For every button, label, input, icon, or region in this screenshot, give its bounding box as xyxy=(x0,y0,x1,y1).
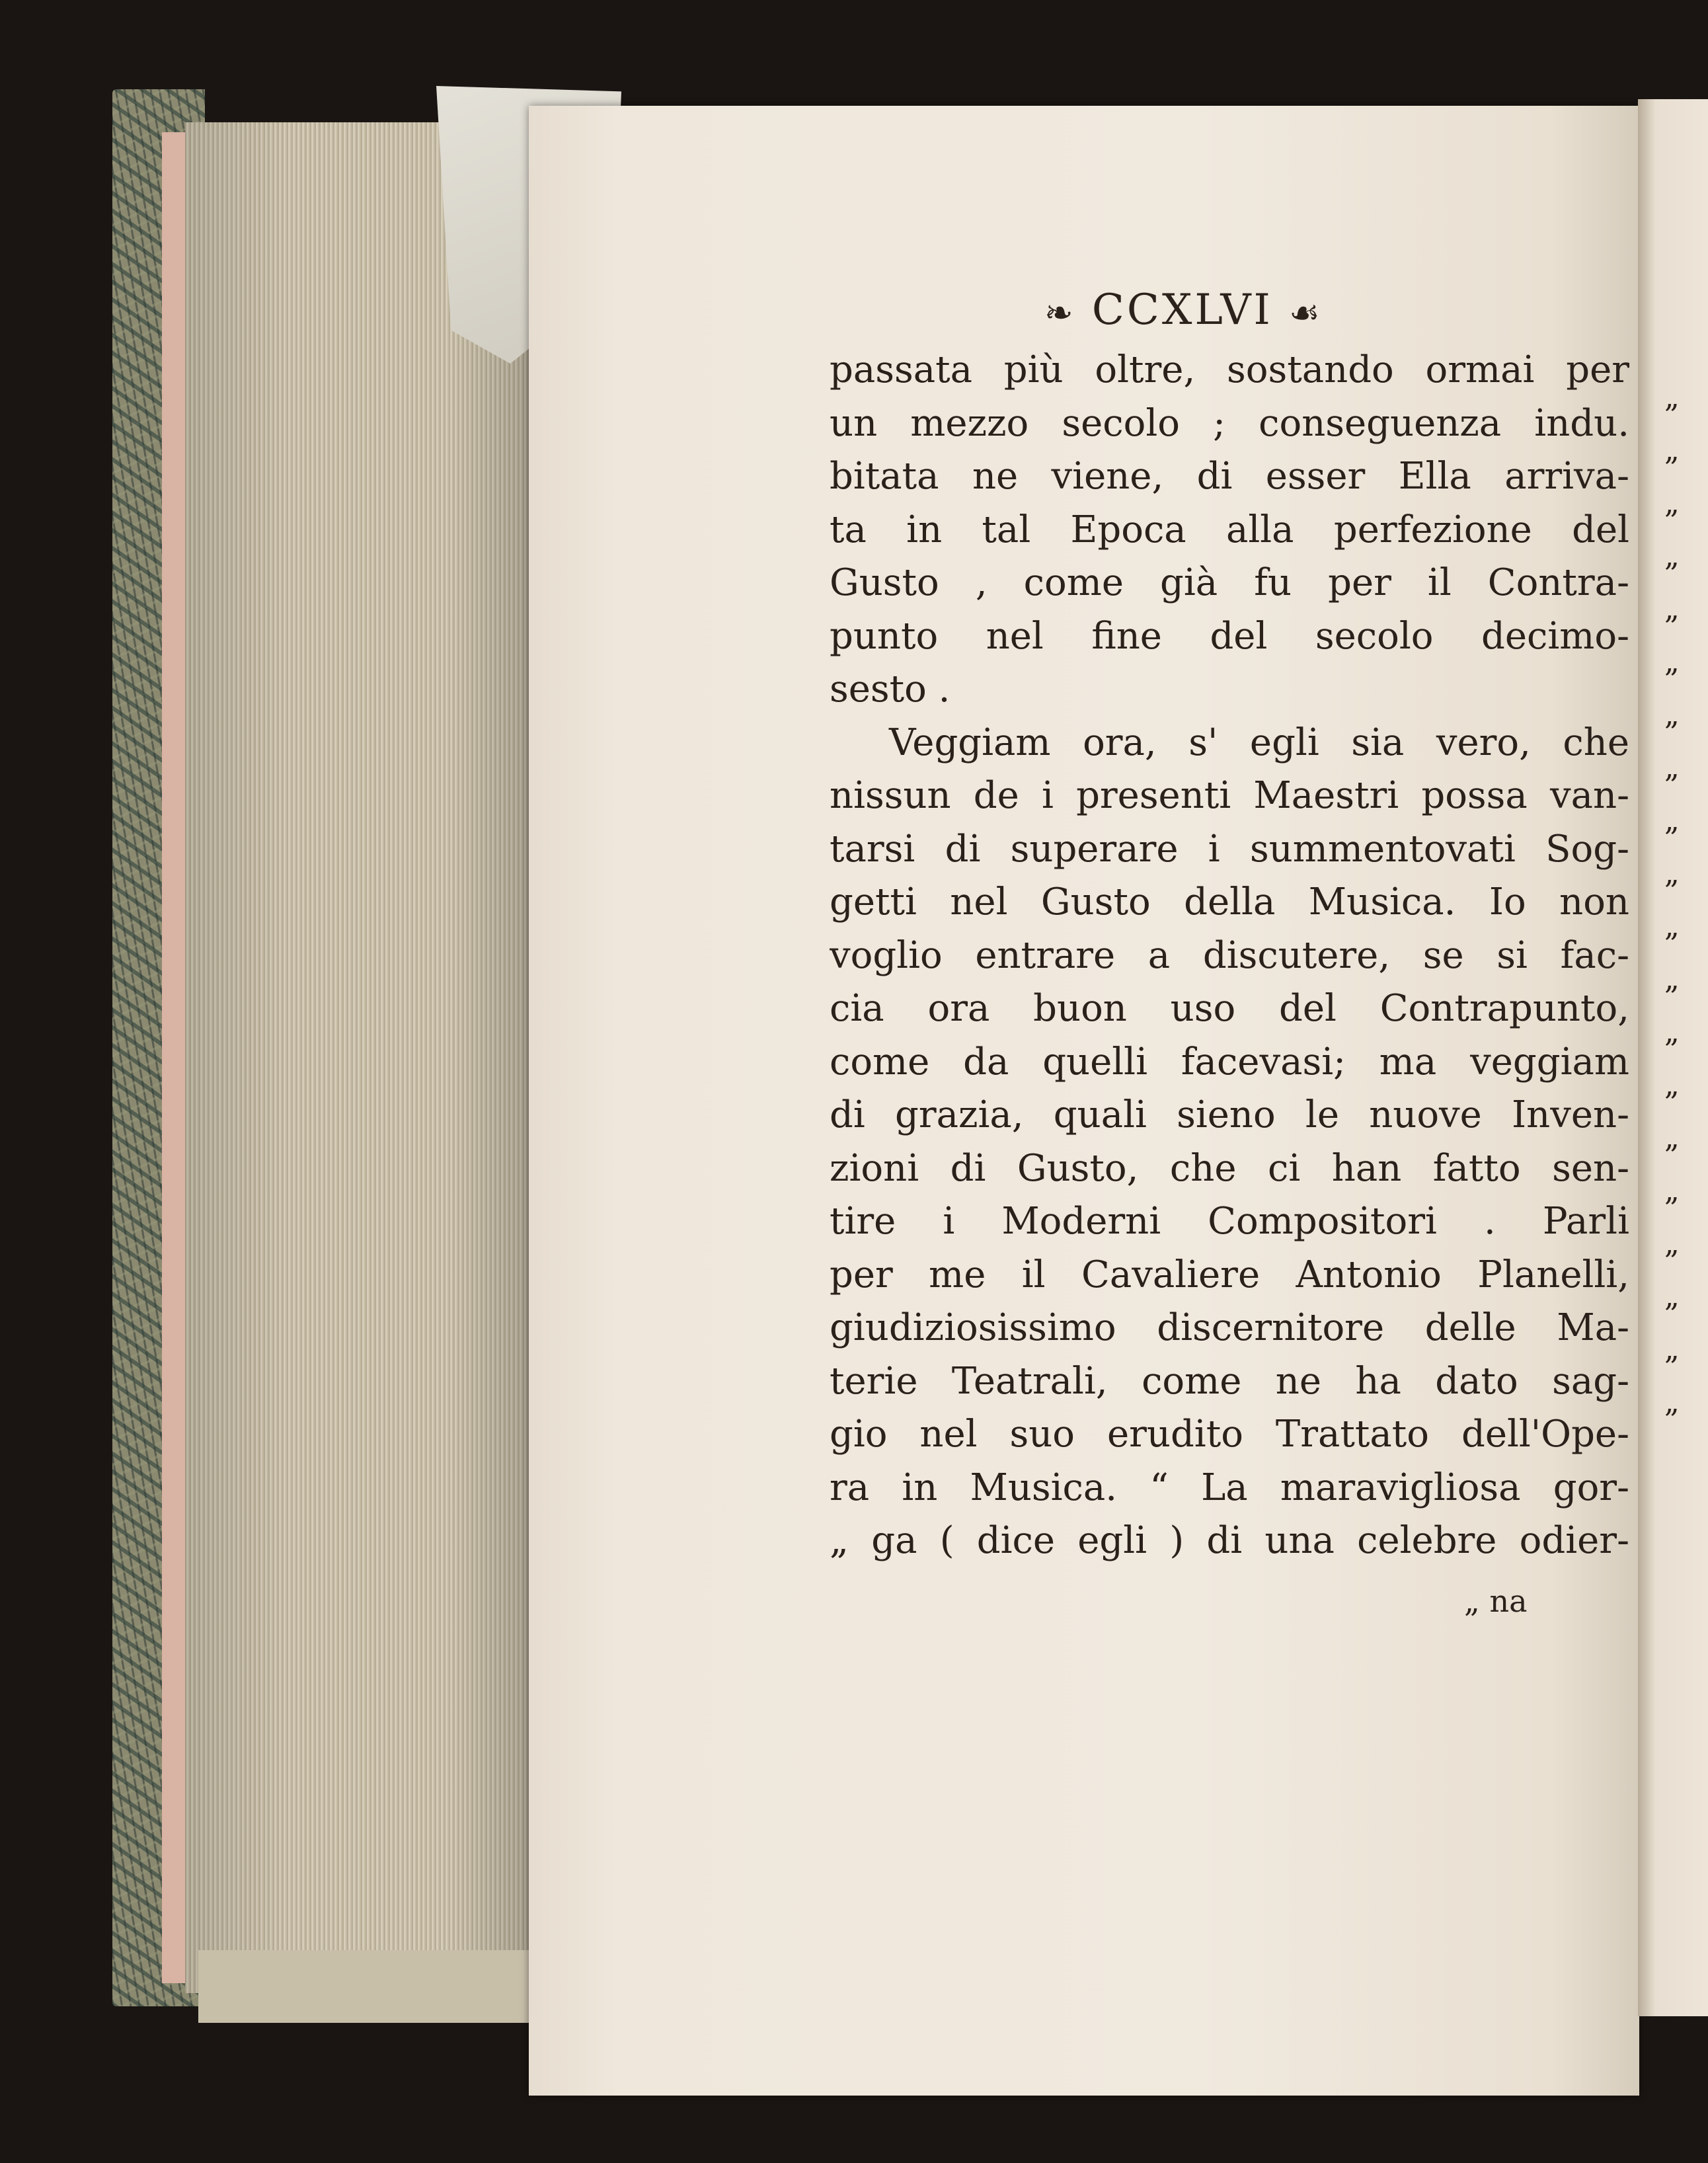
facing-quote-mark: „ xyxy=(1664,1068,1680,1102)
text-line: cia ora buon uso del Contrapunto, xyxy=(830,987,1629,1030)
page-header xyxy=(1044,286,1323,334)
text-line: ra in Musica. “ La maravigliosa gor- xyxy=(830,1466,1629,1509)
facing-page-quote-marks xyxy=(1664,383,1704,1441)
text-line: di grazia, quali sieno le nuove Inven- xyxy=(830,1093,1629,1136)
ornament-right-icon: ☙ xyxy=(1289,293,1323,333)
facing-quote-mark: „ xyxy=(1664,751,1680,785)
text-line: terie Teatrali, come ne ha dato sag- xyxy=(830,1359,1629,1403)
text-line: come da quelli facevasi; ma veggiam xyxy=(830,1040,1629,1083)
text-line: zioni di Gusto, che ci han fatto sen- xyxy=(830,1146,1629,1190)
text-line: nissun de i presenti Maestri possa van- xyxy=(830,774,1629,817)
text-line: tire i Moderni Compositori . Parli xyxy=(830,1200,1629,1243)
facing-quote-mark: „ xyxy=(1664,910,1680,943)
text-line: un mezzo secolo ; conseguenza indu. xyxy=(830,401,1629,445)
facing-quote-mark: „ xyxy=(1664,434,1680,467)
facing-quote-mark: „ xyxy=(1664,1280,1680,1314)
text-line: gio nel suo erudito Trattato dell'Ope- xyxy=(830,1413,1629,1456)
facing-quote-mark: „ xyxy=(1664,1386,1680,1419)
page-edges-bottom xyxy=(198,1950,529,2023)
text-line: passata più oltre, sostando ormai per xyxy=(830,348,1629,391)
facing-quote-mark: „ xyxy=(1664,539,1680,573)
text-line: Veggiam ora, s' egli sia vero, che xyxy=(889,721,1629,764)
facing-quote-mark: „ xyxy=(1664,857,1680,890)
text-line: sesto . xyxy=(830,668,951,711)
text-line: giudiziosissimo discernitore delle Ma- xyxy=(830,1306,1629,1349)
text-line: tarsi di superare i summentovati Sog- xyxy=(830,827,1629,871)
text-line: per me il Cavaliere Antonio Planelli, xyxy=(830,1253,1629,1296)
text-line: ta in tal Epoca alla perfezione del xyxy=(830,508,1629,551)
text-block xyxy=(830,344,1629,1568)
facing-quote-mark: „ xyxy=(1664,698,1680,732)
text-line: getti nel Gusto della Musica. Io non xyxy=(830,881,1629,924)
page-edges xyxy=(185,122,535,1993)
facing-quote-mark: „ xyxy=(1664,963,1680,996)
ornament-left-icon: ❧ xyxy=(1044,293,1076,333)
page-number: CCXLVI xyxy=(1091,286,1273,334)
text-line: „ ga ( dice egli ) di una celebre odier- xyxy=(830,1519,1629,1562)
facing-quote-mark: „ xyxy=(1664,1121,1680,1155)
text-line: bitata ne viene, di esser Ella arriva- xyxy=(830,455,1629,498)
facing-quote-mark: „ xyxy=(1664,487,1680,520)
facing-quote-mark: „ xyxy=(1664,1227,1680,1261)
catchword: „ na xyxy=(1464,1583,1528,1619)
facing-quote-mark: „ xyxy=(1664,804,1680,838)
text-line: punto nel fine del secolo decimo- xyxy=(830,614,1629,658)
facing-quote-mark: „ xyxy=(1664,1333,1680,1366)
facing-quote-mark: „ xyxy=(1664,381,1680,414)
facing-quote-mark: „ xyxy=(1664,1015,1680,1049)
facing-quote-mark: „ xyxy=(1664,645,1680,679)
text-line: voglio entrare a discutere, se si fac- xyxy=(830,933,1629,977)
facing-quote-mark: „ xyxy=(1664,1174,1680,1208)
facing-quote-mark: „ xyxy=(1664,592,1680,626)
text-line: Gusto , come già fu per il Contra- xyxy=(830,561,1629,604)
